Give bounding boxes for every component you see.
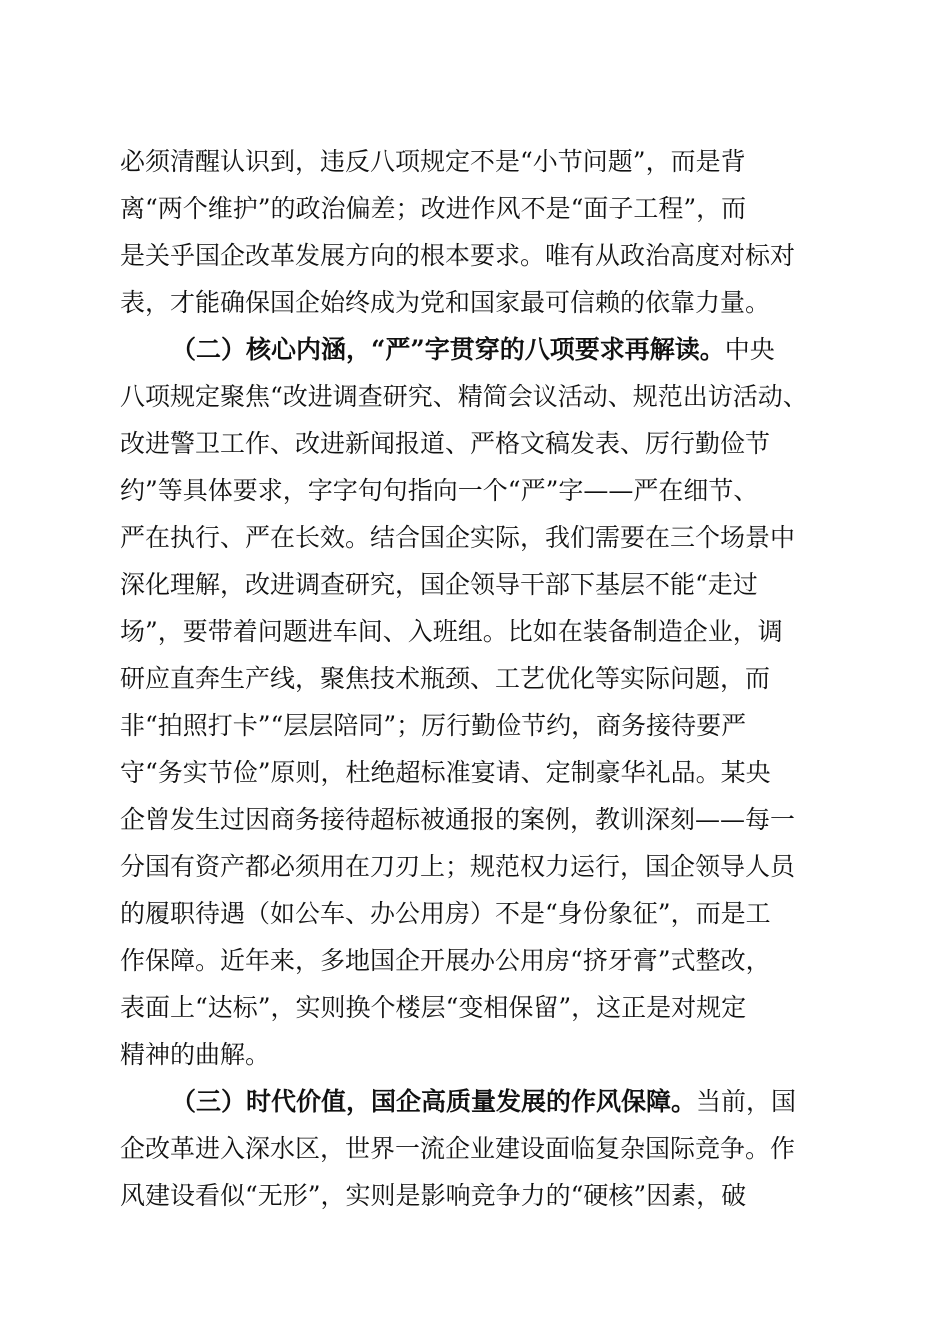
text-line: [120, 894, 840, 934]
text-segment: 企曾发生过因商务接待超标被通报的案例，教训深刻——每一: [120, 805, 796, 834]
text-segment: 是关乎国企改革发展方向的根本要求。唯有从政治高度对标对: [120, 241, 796, 270]
text-segment: 严在执行、严在长效。结合国企实际，我们需要在三个场景中: [120, 523, 796, 552]
text-segment: 研应直奔生产线，聚焦技术瓶颈、工艺优化等实际问题，而: [120, 664, 771, 693]
text-segment: 风建设看似“无形”，实则是影响竞争力的“硬核”因素，破: [120, 1181, 747, 1210]
text-segment: 中央: [724, 335, 775, 364]
text-segment: 表面上“达标”，实则换个楼层“变相保留”，这正是对规定: [120, 993, 747, 1022]
text-segment: 表，才能确保国企始终成为党和国家最可信赖的依靠力量。: [120, 288, 771, 317]
section-heading-line: [171, 330, 840, 370]
text-line: [120, 424, 840, 464]
text-line: [120, 612, 840, 652]
text-segment: 分国有资产都必须用在刀刃上；规范权力运行，国企领导人员: [120, 852, 796, 881]
text-line: [120, 189, 840, 229]
text-line: [120, 1129, 840, 1169]
text-line: [120, 1035, 840, 1075]
text-line: [120, 565, 840, 605]
text-line: [120, 518, 840, 558]
text-line: [120, 1176, 840, 1216]
text-line: [120, 706, 840, 746]
section-heading-line: [171, 1082, 840, 1122]
text-segment: 非“拍照打卡”“层层陪同”；厉行勤俭节约，商务接待要严: [120, 711, 747, 740]
text-segment: 改进警卫工作、改进新闻报道、严格文稿发表、厉行勤俭节: [120, 429, 771, 458]
text-segment: 企改革进入深水区，世界一流企业建设面临复杂国际竞争。作: [120, 1134, 796, 1163]
text-segment: 当前，国: [696, 1087, 797, 1116]
text-segment: 深化理解，改进调查研究，国企领导干部下基层不能“走过: [120, 570, 758, 599]
text-line: [120, 988, 840, 1028]
text-line: [120, 847, 840, 887]
text-line: [120, 941, 840, 981]
text-line: [120, 283, 840, 323]
text-line: [120, 471, 840, 511]
section-heading: （二）核心内涵，“严”字贯穿的八项要求再解读。: [171, 335, 725, 364]
text-segment: 场”，要带着问题进车间、入班组。比如在装备制造企业，调: [120, 617, 783, 646]
text-segment: 约”等具体要求，字字句句指向一个“严”字——严在细节、: [120, 476, 759, 505]
text-line: [120, 236, 840, 276]
text-segment: 精神的曲解。: [120, 1040, 271, 1069]
text-segment: 守“务实节俭”原则，杜绝超标准宴请、定制豪华礼品。某央: [120, 758, 771, 787]
text-segment: 作保障。近年来，多地国企开展办公用房“挤牙膏”式整改，: [120, 946, 771, 975]
text-line: [120, 659, 840, 699]
text-segment: 的履职待遇（如公车、办公用房）不是“身份象征”，而是工: [120, 899, 771, 928]
text-segment: 八项规定聚焦“改进调查研究、精简会议活动、规范出访活动、: [120, 382, 808, 411]
text-line: [120, 800, 840, 840]
text-line: [120, 142, 840, 182]
text-segment: 离“两个维护”的政治偏差；改进作风不是“面子工程”，而: [120, 194, 747, 223]
section-heading: （三）时代价值，国企高质量发展的作风保障。: [171, 1087, 697, 1116]
text-line: [120, 753, 840, 793]
text-line: [120, 377, 840, 417]
text-segment: 必须清醒认识到，违反八项规定不是“小节问题”，而是背: [120, 147, 746, 176]
